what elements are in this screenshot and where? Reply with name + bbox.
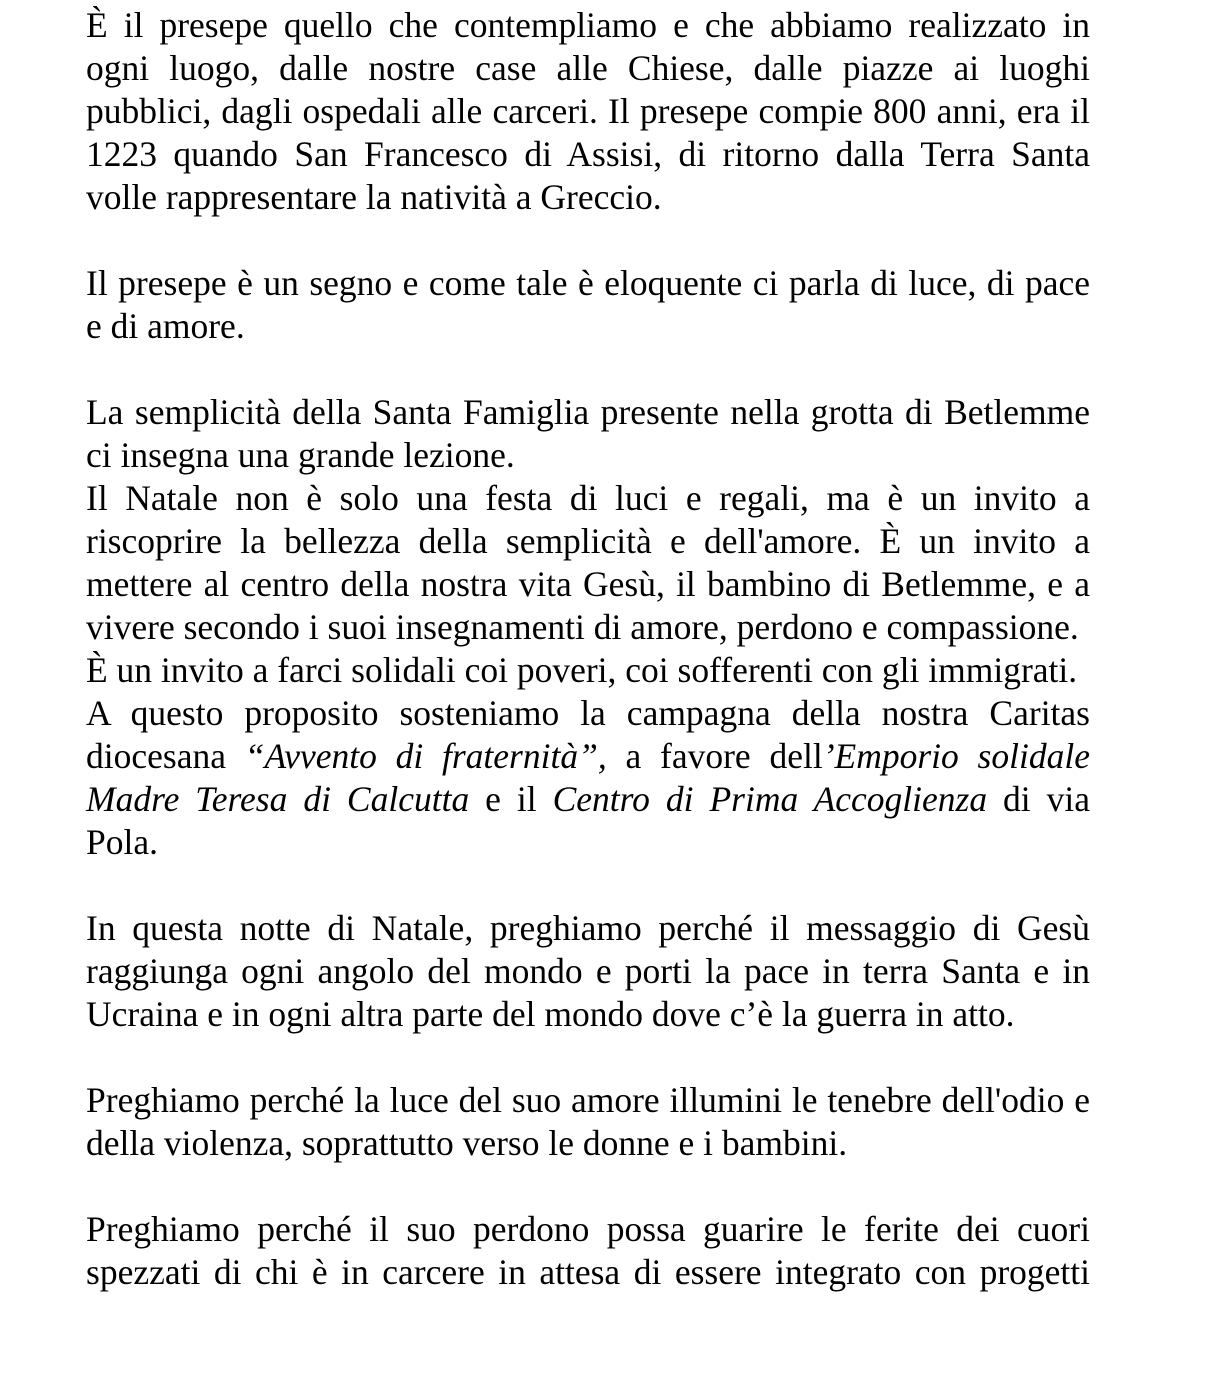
document-page (86, 4, 1090, 1294)
paragraph-presepe-sign: Il presepe è un segno e come tale è eloquente ci parla di luce, di pace e di amore. (86, 263, 1090, 346)
paragraph-prayer-forgiveness: Preghiamo perché il suo perdono possa guarire le ferite dei cuori spezzati di chi è in carcere in attesa di essere integrato con progetti (86, 1209, 1090, 1292)
centro-accoglienza-name: Centro di Prima Accoglienza (552, 779, 988, 819)
paragraph-solidarity: È un invito a farci solidali coi poveri, coi sofferenti con gli immigrati. (86, 650, 1078, 690)
caritas-text-4: di via Pola. (86, 779, 1091, 862)
paragraph-gap (86, 219, 1090, 262)
paragraph-prayer-light: Preghiamo perché la luce del suo amore illumini le tenebre dell'odio e della violenza, soprattutto verso le donne e i bambini. (86, 1080, 1090, 1163)
caritas-text-3: e il (469, 779, 553, 819)
paragraph-gap (86, 348, 1090, 391)
paragraph-gap (86, 1165, 1090, 1208)
paragraph-christmas-invitation: Il Natale non è solo una festa di luci e regali, ma è un invito a riscoprire la bellezza della semplicità e dell'amore. È un invito a mettere al centro della nostra vita Gesù, il bambino di Betlemme, e a vivere secondo i suoi insegnamenti di amore, perdono e compassione. (86, 478, 1090, 647)
paragraph-gap (86, 1036, 1090, 1079)
emporio-solidale-name: ’Emporio solidale Madre Teresa di Calcutta (86, 736, 1090, 819)
paragraph-caritas-campaign (86, 692, 1090, 864)
caritas-campaign-name: “Avvento di fraternità”, (244, 736, 607, 776)
paragraph-presepe-history: È il presepe quello che contempliamo e che abbiamo realizzato in ogni luogo, dalle nostre case alle Chiese, dalle piazze ai luoghi pubblici, dagli ospedali alle carceri. Il presepe compie 800 anni, era il 1223 quando San Francesco di Assisi, di ritorno dalla Terra Santa volle rappresentare la natività a Greccio. (86, 5, 1090, 217)
paragraph-gap (86, 864, 1090, 907)
caritas-text-2: a favore dell (606, 736, 823, 776)
paragraph-prayer-peace: In questa notte di Natale, preghiamo perché il messaggio di Gesù raggiunga ogni angolo del mondo e porti la pace in terra Santa e in Ucraina e in ogni altra parte del mondo dove c’è la guerra in atto. (86, 908, 1090, 1034)
paragraph-holy-family: La semplicità della Santa Famiglia presente nella grotta di Betlemme ci insegna una grande lezione. (86, 392, 1090, 475)
caritas-text-1: A questo proposito sosteniamo la campagna della nostra Caritas diocesana (86, 693, 1090, 776)
